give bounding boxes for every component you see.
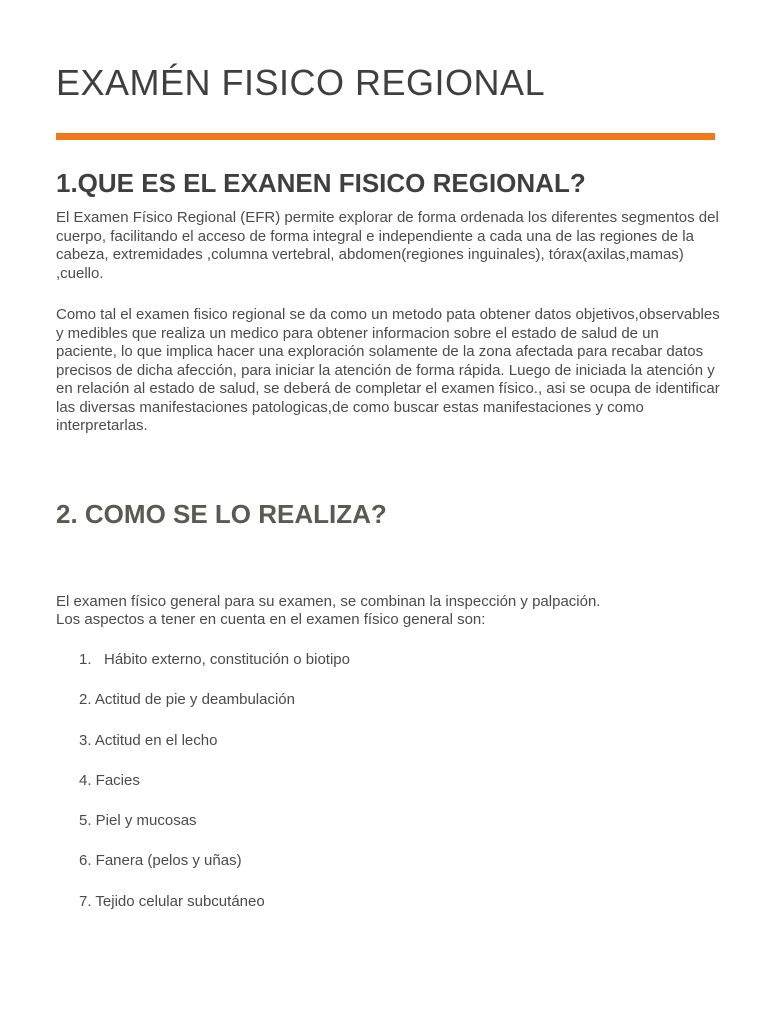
list-item: 6. Fanera (pelos y uñas) — [79, 852, 242, 870]
list-item: 7. Tejido celular subcutáneo — [79, 892, 265, 910]
list-item: 1. Hábito externo, constitución o biotipo — [79, 651, 350, 668]
section1-paragraph2: Como tal el examen fisico regional se da como un metodo pata obtener datos objetivos,observables y medibles que realiza un medico para obtener informacion sobre el estado de salud de un paciente, lo que implica hacer una exploración solamente de la zona afectada para recabar datos precisos de dicha afección, para iniciar la atención de forma rápida. Luego de iniciada la atención y en relación al estado de salud, se deberá de completar el examen físico., asi se ocupa de identificar las diversas manifestaciones patologicas,de como buscar estas manifestaciones y como interpretarlas. — [56, 306, 720, 434]
orange-divider — [56, 133, 715, 140]
list-item: 2. Actitud de pie y deambulación — [79, 691, 295, 709]
section1-paragraph1: El Examen Físico Regional (EFR) permite explorar de forma ordenada los diferentes segmentos del cuerpo, facilitando el acceso de forma integral e independiente a cada una de las regiones de la cabeza, extremidades ,columna vertebral, abdomen(regiones inguinales), tórax(axilas,mamas) ,cuello. — [56, 209, 719, 282]
exam-aspects-list — [79, 650, 350, 932]
section2-intro-line1: El examen físico general para su examen, se combinan la inspección y palpación. — [56, 593, 601, 610]
document-title: EXAMÉN FISICO REGIONAL — [56, 62, 546, 103]
list-item: 3. Actitud en el lecho — [79, 731, 218, 749]
list-item: 4. Facies — [79, 771, 140, 789]
section2-intro-line2: Los aspectos a tener en cuenta en el examen físico general son: — [56, 611, 486, 628]
list-item: 5. Piel y mucosas — [79, 812, 197, 830]
section2-heading: 2. COMO SE LO REALIZA? — [56, 499, 387, 529]
section1-heading: 1.QUE ES EL EXANEN FISICO REGIONAL? — [56, 168, 586, 198]
